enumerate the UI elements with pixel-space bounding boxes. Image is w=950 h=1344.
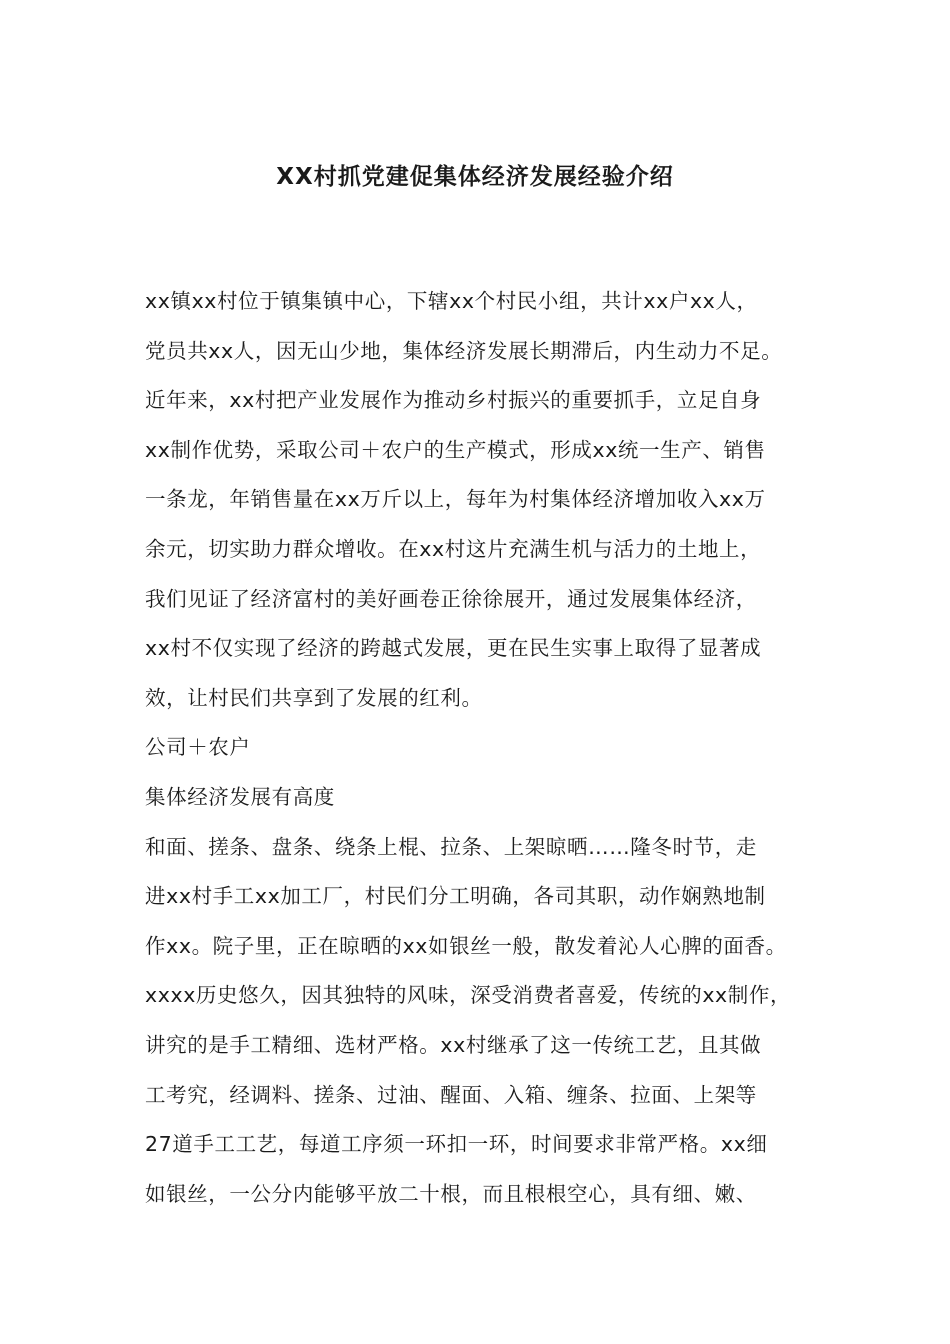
body-line: 近年来，xx村把产业发展作为推动乡村振兴的重要抓手，立足自身 — [145, 388, 762, 413]
body-line: 党员共xx人，因无山少地，集体经济发展长期滞后，内生动力不足。 — [145, 338, 783, 363]
body-line: xx镇xx村位于镇集镇中心，下辖xx个村民小组，共计xx户xx人， — [145, 289, 758, 313]
body-line: 和面、搓条、盘条、绕条上棍、拉条、上架晾晒……隆冬时节，走 — [145, 834, 757, 859]
body-line: 27道手工工艺，每道工序须一环扣一环，时间要求非常严格。xx细 — [145, 1132, 768, 1157]
body-line: xx村不仅实现了经济的跨越式发展，更在民生实事上取得了显著成 — [145, 636, 762, 661]
body-line: 一条龙，年销售量在xx万斤以上，每年为村集体经济增加收入xx万 — [145, 487, 766, 512]
body-line: 如银丝，一公分内能够平放二十根，而且根根空心，具有细、嫩、 — [145, 1181, 757, 1206]
body-line: 进xx村手工xx加工厂，村民们分工明确，各司其职，动作娴熟地制 — [145, 884, 766, 909]
body-line: 作xx。院子里，正在晾晒的xx如银丝一般，散发着沁人心脾的面香。 — [145, 933, 787, 958]
body-line: 余元，切实助力群众增收。在xx村这片充满生机与活力的土地上， — [145, 536, 762, 561]
body-line: 我们见证了经济富村的美好画卷正徐徐展开，通过发展集体经济， — [145, 586, 757, 611]
body-line: 讲究的是手工精细、选材严格。xx村继承了这一传统工艺，且其做 — [145, 1032, 762, 1057]
section-heading: 集体经济发展有高度 — [145, 784, 335, 809]
body-line: 效，让村民们共享到了发展的红利。 — [145, 685, 483, 710]
document-body — [145, 281, 845, 1223]
body-line: xx制作优势，采取公司＋农户的生产模式，形成xx统一生产、销售 — [145, 437, 766, 462]
document-title: XX村抓党建促集体经济发展经验介绍 — [276, 164, 674, 190]
section-heading: 公司＋农户 — [145, 735, 251, 760]
body-line: xxxx历史悠久，因其独特的风味，深受消费者喜爱，传统的xx制作， — [145, 983, 792, 1008]
body-line: 工考究，经调料、搓条、过油、醒面、入箱、缠条、拉面、上架等 — [145, 1082, 757, 1107]
